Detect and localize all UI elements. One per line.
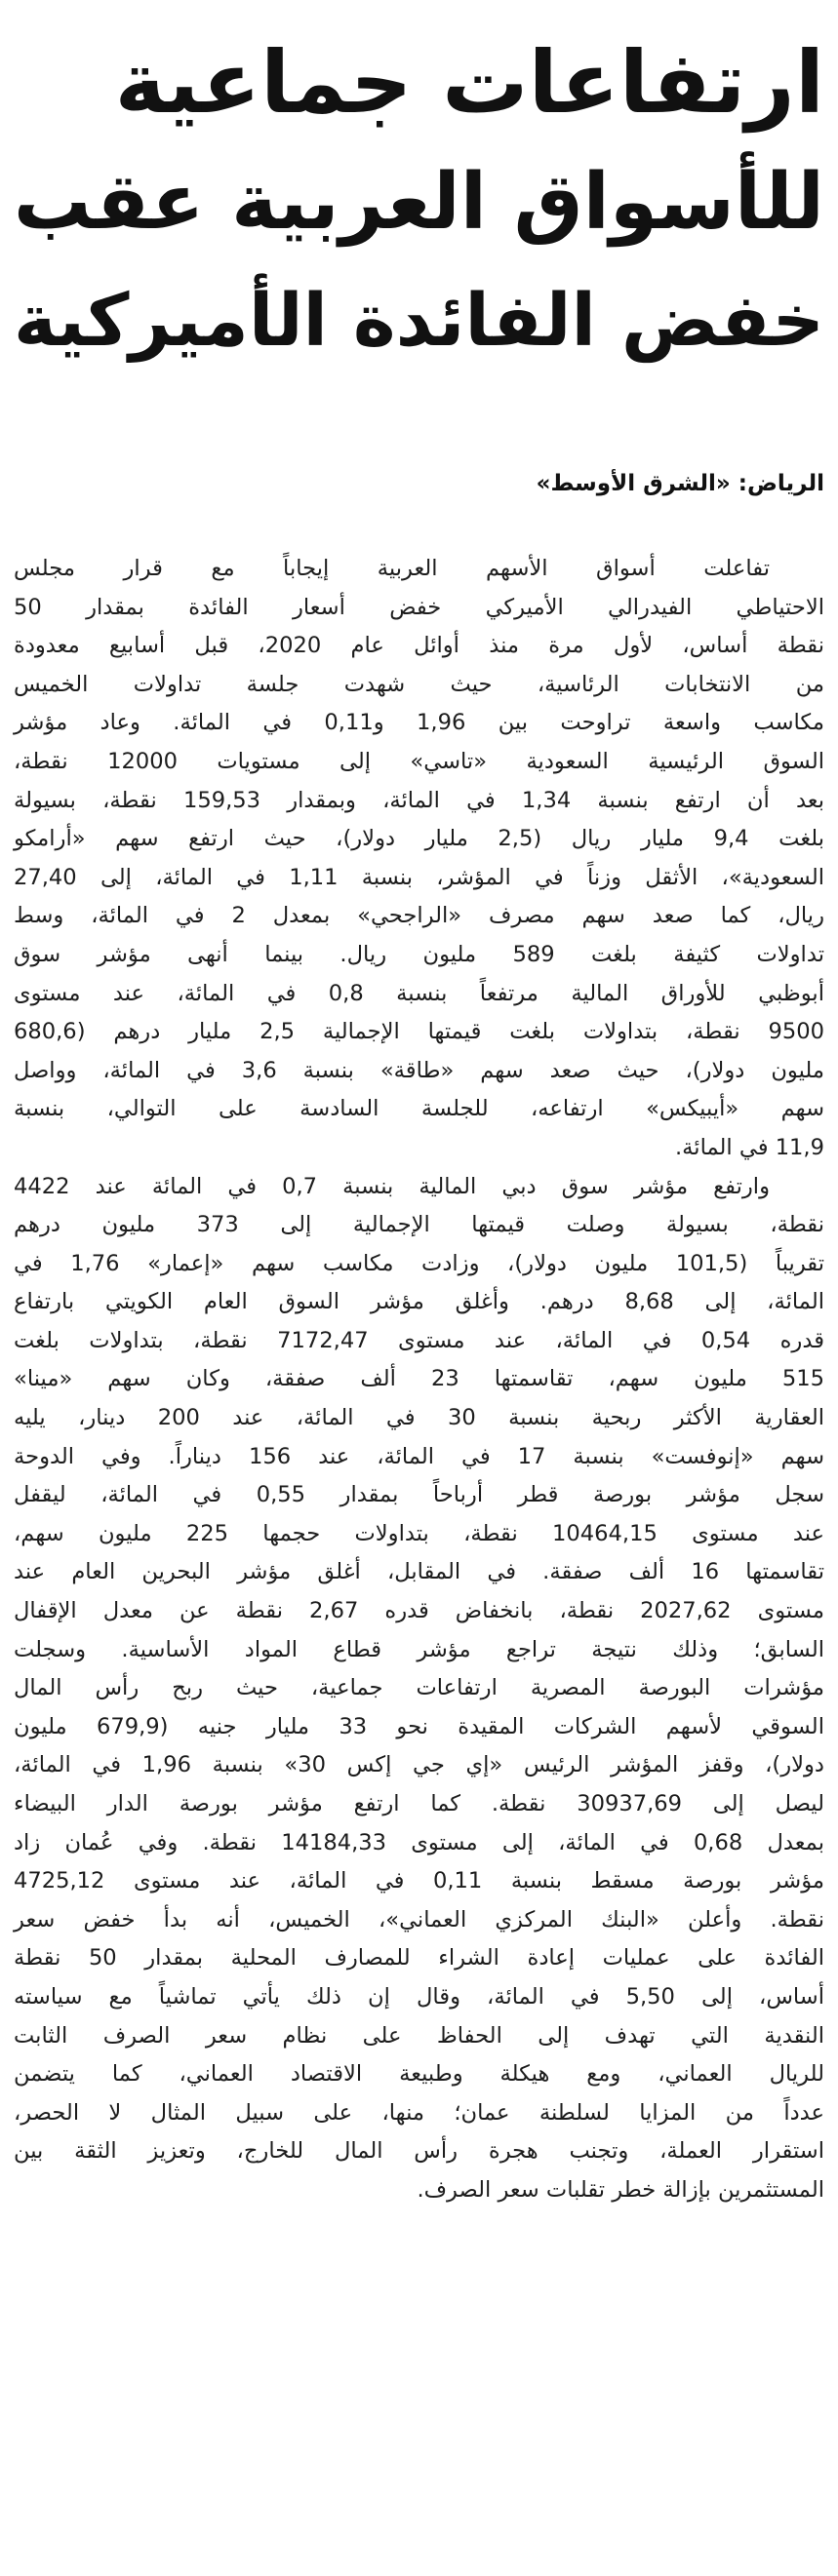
body-line: سهم «أيبيكس» ارتفاعه، للجلسة السادسة على التوالي، بنسبة (14, 1096, 824, 1122)
body-line: بلغت 9,4 مليار ريال (2,5 مليار دولار)، حيث ارتفع سهم «أرامكو (14, 826, 824, 852)
body-line: مستوى 2027,62 نقطة، بانخفاض قدره 2,67 نقطة عن معدل الإقفال (14, 1598, 824, 1624)
body-line: النقدية التي تهدف إلى الحفاظ على نظام سعر الصرف الثابت (14, 2022, 824, 2049)
body-line: مؤشر بورصة مسقط بنسبة 0,11 في المائة، عند مستوى 4725,12 (14, 1868, 824, 1894)
body-line: تداولات كثيفة بلغت 589 مليون ريال. بينما أنهى مؤشر سوق (14, 941, 824, 967)
body-line: 515 مليون سهم، تقاسمتها 23 ألف صفقة، وكان سهم «مينا» (14, 1366, 825, 1392)
headline-line: خفض الفائدة الأميركية (13, 278, 824, 363)
body-line: مؤشرات البورصة المصرية ارتفاعات جماعية، حيث ربح رأس المال (14, 1675, 824, 1701)
body-line: أساس، إلى 5,50 في المائة، وقال إن ذلك يأتي تماشياً مع سياسته (14, 1983, 824, 2010)
body-line: السعودية»، الأثقل وزناً في المؤشر، بنسبة 1,11 في المائة، إلى 27,40 (14, 864, 824, 890)
body-line: 11,9 في المائة. (675, 1134, 824, 1160)
body-line: استقرار العملة، وتجنب هجرة رأس المال للخارج، وتعزيز الثقة بين (14, 2138, 824, 2165)
body-line: المستثمرين بإزالة خطر تقلبات سعر الصرف. (417, 2176, 824, 2203)
body-line: سهم «إنوفست» بنسبة 17 في المائة، عند 156 ديناراً. وفي الدوحة (14, 1443, 825, 1469)
body-line: السابق؛ وذلك نتيجة تراجع مؤشر قطاع المواد الأساسية. وسجلت (14, 1636, 824, 1662)
article-body (14, 550, 824, 2210)
headline-line: ارتفاعات جماعية (114, 32, 824, 133)
body-line: السوق الرئيسية السعودية «تاسي» إلى مستويات 12000 نقطة، (14, 748, 824, 774)
body-line: بمعدل 0,68 في المائة، إلى مستوى 14184,33 نقطة. وفي عُمان زاد (14, 1829, 824, 1855)
body-line: الاحتياطي الفيدرالي الأميركي خفض أسعار الفائدة بمقدار 50 (14, 594, 824, 620)
headline (10, 23, 824, 380)
body-line: العقارية الأكثر ربحية بنسبة 30 في المائة، عند 200 دينار، يليه (14, 1405, 825, 1431)
body-line: 9500 نقطة، بتداولات بلغت قيمتها الإجمالية 2,5 مليار درهم (680,6 (14, 1019, 824, 1045)
body-line: دولار)، وقفز المؤشر الرئيس «إي جي إكس 30» بنسبة 1,96 في المائة، (14, 1752, 824, 1778)
body-line: تقاسمتها 16 ألف صفقة. في المقابل، أغلق مؤشر البحرين العام عند (14, 1559, 824, 1585)
body-line: بعد أن ارتفع بنسبة 1,34 في المائة، وبمقدار 159,53 نقطة، بسيولة (14, 787, 824, 813)
body-line: وارتفع مؤشر سوق دبي المالية بنسبة 0,7 في المائة عند 4422 (14, 1173, 770, 1199)
body-line: الفائدة على عمليات إعادة الشراء للمصارف المحلية بمقدار 50 نقطة (14, 1945, 824, 1971)
body-line: سجل مؤشر بورصة قطر أرباحاً بمقدار 0,55 في المائة، ليقفل (14, 1482, 824, 1508)
body-line: ريال، كما صعد سهم مصرف «الراجحي» بمعدل 2 في المائة، وسط (14, 903, 824, 929)
body-line: ليصل إلى 30937,69 نقطة. كما ارتفع مؤشر بورصة الدار البيضاء (14, 1791, 825, 1816)
body-line: تقريباً (101,5 مليون دولار)، وزادت مكاسب سهم «إعمار» 1,76 في (14, 1250, 825, 1276)
body-line: من الانتخابات الرئاسية، حيث شهدت جلسة تداولات الخميس (14, 671, 824, 697)
body-line: عند مستوى 10464,15 نقطة، بتداولات حجمها 225 مليون سهم، (14, 1520, 824, 1546)
body-line: السوقي لأسهم الشركات المقيدة نحو 33 مليار جنيه (679,9 مليون (14, 1713, 824, 1739)
byline: الرياض: «الشرق الأوسط» (536, 471, 824, 496)
body-line: قدره 0,54 في المائة، عند مستوى 7172,47 نقطة، بتداولات بلغت (14, 1327, 825, 1353)
body-line: عدداً من المزايا لسلطنة عمان؛ منها، على سبيل المثال لا الحصر، (14, 2099, 824, 2126)
body-line: تفاعلت أسواق الأسهم العربية إيجاباً مع قرار مجلس (14, 556, 770, 581)
body-line: نقطة أساس، لأول مرة منذ أوائل عام 2020، قبل أسابيع معدودة (14, 633, 824, 659)
body-line: مكاسب واسعة تراوحت بين 1,96 و0,11 في المائة. وعاد مؤشر (14, 710, 825, 736)
body-line: أبوظبي للأوراق المالية مرتفعاً بنسبة 0,8 في المائة، عند مستوى (14, 980, 824, 1006)
body-line: للريال العماني، ومع هيكلة وطبيعة الاقتصاد العماني، كما يتضمن (14, 2061, 824, 2088)
body-line: نقطة. وأعلن «البنك المركزي العماني»، الخميس، أنه بدأ خفض سعر (14, 1906, 824, 1932)
body-line: نقطة، بسيولة وصلت قيمتها الإجمالية إلى 373 مليون درهم (14, 1212, 824, 1238)
body-line: مليون دولار)، حيث صعد سهم «طاقة» بنسبة 3,6 في المائة، وواصل (14, 1057, 824, 1083)
headline-line: للأسواق العربية عقب (13, 156, 824, 247)
body-line: المائة، إلى 8,68 درهم. وأغلق مؤشر السوق العام الكويتي بارتفاع (14, 1289, 824, 1315)
